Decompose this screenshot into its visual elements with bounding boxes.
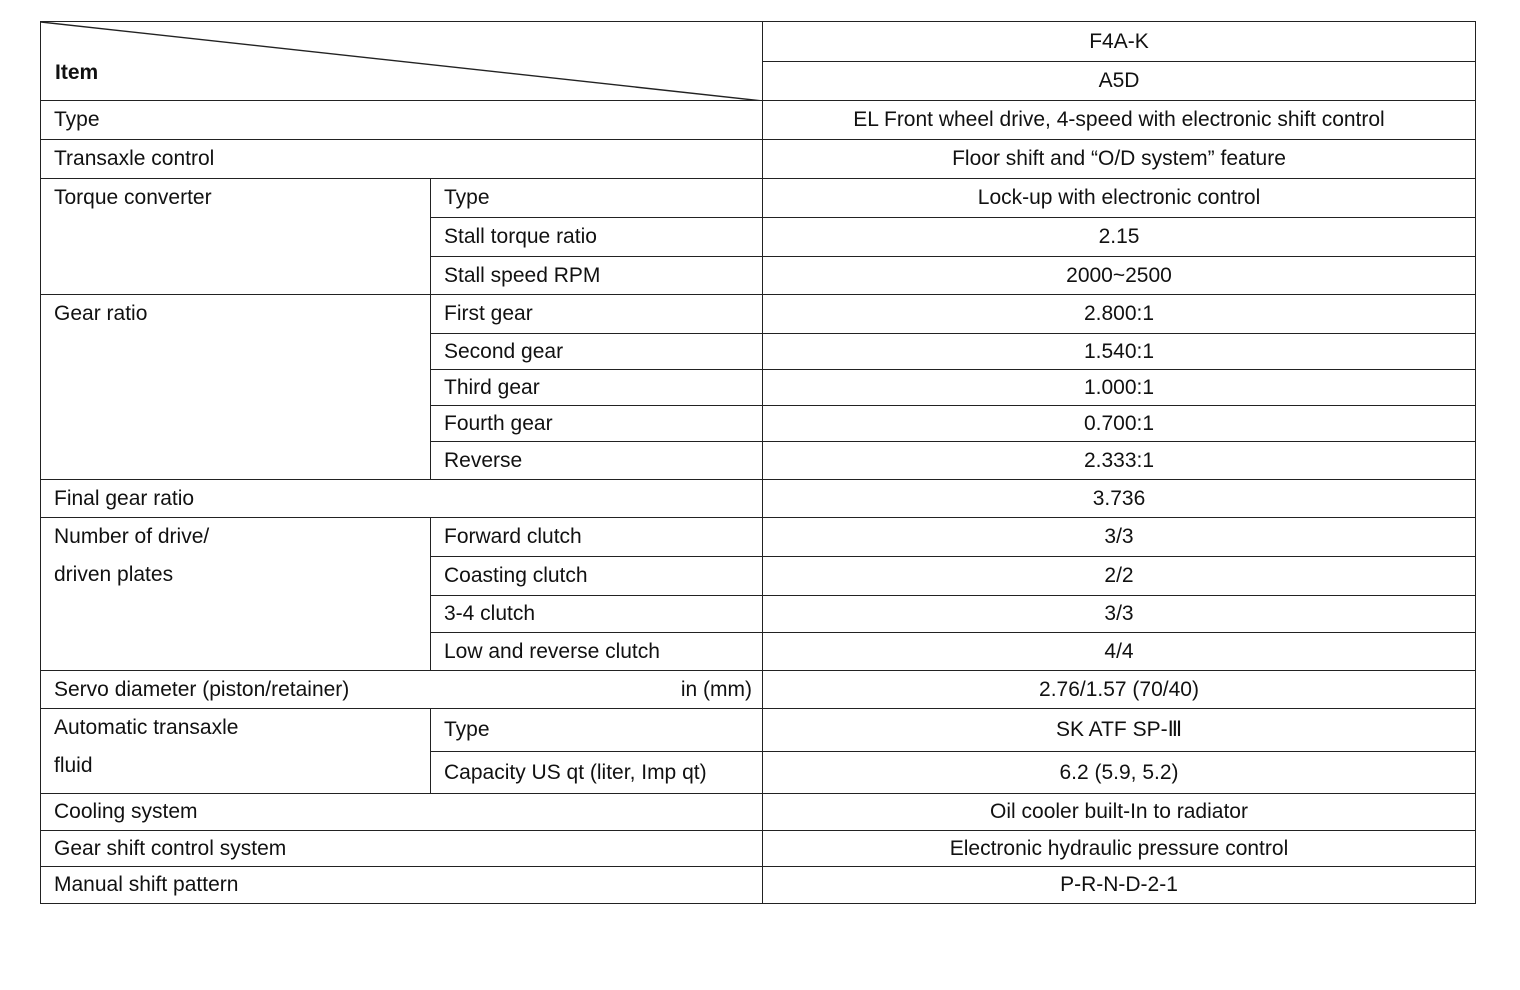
row-value-cooling: Oil cooler built-In to radiator [763, 794, 1476, 831]
row-value-gear-shift: Electronic hydraulic pressure control [763, 831, 1476, 867]
sub-label-3-4-clutch: 3-4 clutch [431, 596, 763, 633]
sub-label-fluid-type: Type [431, 709, 763, 752]
row-value-final-gear-ratio: 3.736 [763, 480, 1476, 518]
row-label-manual-shift: Manual shift pattern [41, 867, 763, 904]
sub-value-tc-type: Lock-up with electronic control [763, 179, 1476, 218]
sub-value-reverse: 2.333:1 [763, 442, 1476, 480]
item-header-cell [41, 22, 763, 101]
sub-value-coasting-clutch: 2/2 [763, 557, 1476, 596]
group-label-fluid [41, 709, 431, 794]
sub-value-second-gear: 1.540:1 [763, 334, 1476, 370]
row-label-type: Type [41, 101, 763, 140]
sub-label-second-gear: Second gear [431, 334, 763, 370]
sub-value-forward-clutch: 3/3 [763, 518, 1476, 557]
table-row [41, 518, 1476, 557]
plates-label-line1: Number of drive/ [54, 525, 210, 548]
model-code-header: F4A-K [763, 22, 1476, 62]
specification-table [40, 21, 1476, 904]
table-row [41, 480, 1476, 518]
servo-label: Servo diameter (piston/retainer) [54, 677, 350, 701]
table-row [41, 140, 1476, 179]
row-value-servo: 2.76/1.57 (70/40) [763, 671, 1476, 709]
row-value-transaxle-control: Floor shift and “O/D system” feature [763, 140, 1476, 179]
sub-label-low-reverse-clutch: Low and reverse clutch [431, 633, 763, 671]
sub-label-third-gear: Third gear [431, 370, 763, 406]
sub-label-tc-type: Type [431, 179, 763, 218]
sub-label-forward-clutch: Forward clutch [431, 518, 763, 557]
sub-label-stall-torque: Stall torque ratio [431, 218, 763, 257]
table-row [41, 179, 1476, 218]
sub-value-3-4-clutch: 3/3 [763, 596, 1476, 633]
row-label-final-gear-ratio: Final gear ratio [41, 480, 763, 518]
row-label-servo [41, 671, 763, 709]
fluid-label-line2: fluid [54, 754, 93, 777]
sub-label-coasting-clutch: Coasting clutch [431, 557, 763, 596]
servo-unit: in (mm) [680, 678, 752, 701]
sub-value-stall-speed: 2000~2500 [763, 257, 1476, 295]
gear-ratio-label: Gear ratio [54, 302, 148, 325]
table-row [41, 831, 1476, 867]
sub-label-stall-speed: Stall speed RPM [431, 257, 763, 295]
table-row [41, 709, 1476, 752]
table-row [41, 794, 1476, 831]
sub-value-third-gear: 1.000:1 [763, 370, 1476, 406]
table-row [41, 671, 1476, 709]
table-row [41, 101, 1476, 140]
sub-value-fluid-type: SK ATF SP-Ⅲ [763, 709, 1476, 752]
item-header-label: Item [55, 61, 99, 84]
row-label-cooling: Cooling system [41, 794, 763, 831]
sub-model-header: A5D [763, 62, 1476, 101]
sub-label-first-gear: First gear [431, 295, 763, 334]
fluid-label-line1: Automatic transaxle [54, 716, 239, 739]
sub-label-fourth-gear: Fourth gear [431, 406, 763, 442]
sub-label-fluid-capacity: Capacity US qt (liter, Imp qt) [431, 752, 763, 794]
plates-label-line2: driven plates [54, 563, 174, 586]
sub-value-fluid-capacity: 6.2 (5.9, 5.2) [763, 752, 1476, 794]
group-label-gear-ratio [41, 295, 431, 480]
diagonal-divider [41, 22, 763, 101]
sub-label-reverse: Reverse [431, 442, 763, 480]
table-row [41, 867, 1476, 904]
row-label-gear-shift: Gear shift control system [41, 831, 763, 867]
row-value-manual-shift: P-R-N-D-2-1 [763, 867, 1476, 904]
group-label-plates [41, 518, 431, 671]
sub-value-low-reverse-clutch: 4/4 [763, 633, 1476, 671]
group-label-torque-converter [41, 179, 431, 295]
table-row [41, 295, 1476, 334]
torque-converter-label: Torque converter [54, 186, 212, 209]
sub-value-fourth-gear: 0.700:1 [763, 406, 1476, 442]
row-value-type: EL Front wheel drive, 4-speed with electronic shift control [763, 101, 1476, 140]
sub-value-first-gear: 2.800:1 [763, 295, 1476, 334]
row-label-transaxle-control: Transaxle control [41, 140, 763, 179]
sub-value-stall-torque: 2.15 [763, 218, 1476, 257]
